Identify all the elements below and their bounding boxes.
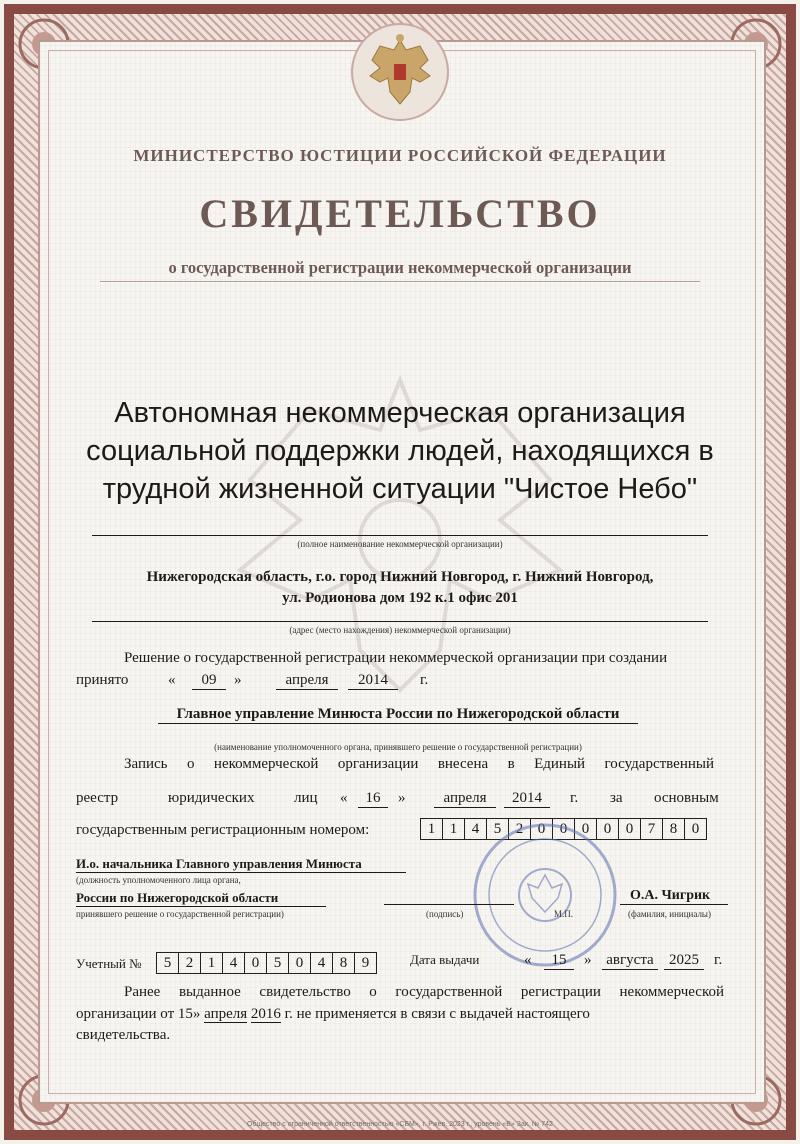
previous-certificate-note: Ранее выданное свидетельство о государственной регистрации некоммерческой bbox=[124, 984, 724, 1000]
signer-name-underline bbox=[620, 904, 728, 905]
registering-authority: Главное управление Минюста России по Нижегородской области bbox=[158, 706, 638, 724]
position-caption: принявшего решение о государственной регистрации) bbox=[76, 909, 284, 919]
account-digit: 4 bbox=[222, 952, 245, 974]
account-digit: 0 bbox=[288, 952, 311, 974]
registry-word: реестр bbox=[76, 790, 119, 806]
ogrn-digit: 0 bbox=[596, 818, 619, 840]
account-digit: 1 bbox=[200, 952, 223, 974]
double-headed-eagle-icon bbox=[350, 20, 450, 124]
close-quote: » bbox=[398, 790, 406, 806]
name-underline bbox=[92, 535, 708, 536]
position-underline bbox=[76, 906, 326, 907]
organization-name-line: социальной поддержки людей, находящихся в bbox=[86, 435, 714, 467]
account-digit: 0 bbox=[244, 952, 267, 974]
year-suffix: г. bbox=[420, 672, 429, 688]
organization-name-line: Автономная некоммерческая организация bbox=[114, 397, 686, 429]
signer-position-line2: России по Нижегородской области bbox=[76, 890, 279, 905]
issue-year: 2025 bbox=[664, 952, 704, 970]
registry-word: юридических bbox=[168, 790, 255, 806]
previous-certificate-note: свидетельства. bbox=[76, 1027, 171, 1043]
registry-month: апреля bbox=[434, 790, 496, 808]
signature-line bbox=[384, 904, 514, 905]
open-quote: « bbox=[340, 790, 348, 806]
decision-month: апреля bbox=[276, 672, 338, 690]
ogrn-digit: 2 bbox=[508, 818, 531, 840]
name-caption: (полное наименование некоммерческой организации) bbox=[297, 539, 503, 549]
account-digit: 8 bbox=[332, 952, 355, 974]
decision-text: Решение о государственной регистрации некоммерческой организации при создании bbox=[124, 650, 668, 666]
signer-name-caption: (фамилия, инициалы) bbox=[628, 909, 711, 919]
ogrn-digit: 0 bbox=[618, 818, 641, 840]
decision-accepted-word: принято bbox=[76, 672, 129, 688]
document-subtitle: о государственной регистрации некоммерческой организации bbox=[100, 258, 700, 282]
account-digit: 4 bbox=[310, 952, 333, 974]
ogrn-digit: 1 bbox=[420, 818, 443, 840]
account-number bbox=[157, 952, 377, 974]
registry-year: 2014 bbox=[504, 790, 550, 808]
account-number-label: Учетный № bbox=[76, 956, 142, 971]
account-digit: 5 bbox=[156, 952, 179, 974]
authority-caption: (наименование уполномоченного органа, принявшего решение о государственной регистрации) bbox=[214, 742, 582, 752]
document-title: СВИДЕТЕЛЬСТВО bbox=[199, 191, 601, 236]
decision-day: 09 bbox=[192, 672, 226, 690]
close-quote: » bbox=[234, 672, 242, 688]
official-seal-icon bbox=[470, 820, 620, 970]
ogrn-digit: 0 bbox=[530, 818, 553, 840]
position-caption: (должность уполномоченного лица органа, bbox=[76, 875, 241, 885]
note-month: апреля bbox=[204, 1006, 248, 1022]
ogrn-digit: 1 bbox=[442, 818, 465, 840]
year-suffix: г. bbox=[714, 952, 723, 968]
open-quote: « bbox=[168, 672, 176, 688]
note-year: 2016 bbox=[250, 1006, 281, 1022]
ogrn-digit: 8 bbox=[662, 818, 685, 840]
ogrn-digit: 4 bbox=[464, 818, 487, 840]
signer-name: О.А. Чигрик bbox=[630, 888, 711, 903]
registry-word: лиц bbox=[294, 790, 318, 806]
ministry-title: МИНИСТЕРСТВО ЮСТИЦИИ РОССИЙСКОЙ ФЕДЕРАЦИИ bbox=[133, 146, 667, 165]
account-digit: 5 bbox=[266, 952, 289, 974]
registry-text: Запись о некоммерческой организации внесена в Единый государственный bbox=[124, 756, 714, 772]
note-text: г. не применяется в связи с выдачей настоящего bbox=[284, 1006, 590, 1022]
ogrn-digit: 0 bbox=[552, 818, 575, 840]
ogrn-digit: 0 bbox=[684, 818, 707, 840]
address-line: Нижегородская область, г.о. город Нижний Новгород, г. Нижний Новгород, bbox=[146, 569, 654, 585]
organization-name-line: трудной жизненной ситуации "Чистое Небо" bbox=[102, 473, 698, 505]
open-quote: « bbox=[524, 952, 532, 968]
printer-info: Общество с ограниченной ответственностью «СБМ», г. Ржев, 2023 г., уровень «В» Зак. № 742 bbox=[247, 1121, 553, 1128]
account-digit: 2 bbox=[178, 952, 201, 974]
previous-certificate-note bbox=[76, 1006, 726, 1023]
year-suffix: г. bbox=[570, 790, 579, 806]
position-underline bbox=[76, 872, 406, 873]
signer-position-line1: И.о. начальника Главного управления Минюста bbox=[76, 856, 362, 871]
ogrn-digit: 0 bbox=[574, 818, 597, 840]
close-quote: » bbox=[584, 952, 592, 968]
registry-day: 16 bbox=[358, 790, 388, 808]
mp-label: М.П. bbox=[554, 909, 574, 919]
decision-year: 2014 bbox=[348, 672, 398, 690]
organization-address bbox=[60, 567, 740, 609]
note-text: организации от 15» bbox=[76, 1006, 201, 1022]
organization-name bbox=[60, 394, 740, 508]
address-underline bbox=[92, 621, 708, 622]
address-line: ул. Родионова дом 192 к.1 офис 201 bbox=[282, 590, 518, 606]
registry-word: за bbox=[610, 790, 623, 806]
ogrn-label: государственным регистрационным номером: bbox=[76, 822, 370, 838]
account-digit: 9 bbox=[354, 952, 377, 974]
ogrn-digit: 7 bbox=[640, 818, 663, 840]
ogrn-digit: 5 bbox=[486, 818, 509, 840]
issue-date-label: Дата выдачи bbox=[410, 952, 480, 967]
address-caption: (адрес (место нахождения) некоммерческой организации) bbox=[289, 625, 511, 635]
issue-month: августа bbox=[602, 952, 658, 970]
signature-caption: (подпись) bbox=[426, 909, 464, 919]
issue-day: 15 bbox=[544, 952, 574, 970]
registry-word: основным bbox=[654, 790, 719, 806]
